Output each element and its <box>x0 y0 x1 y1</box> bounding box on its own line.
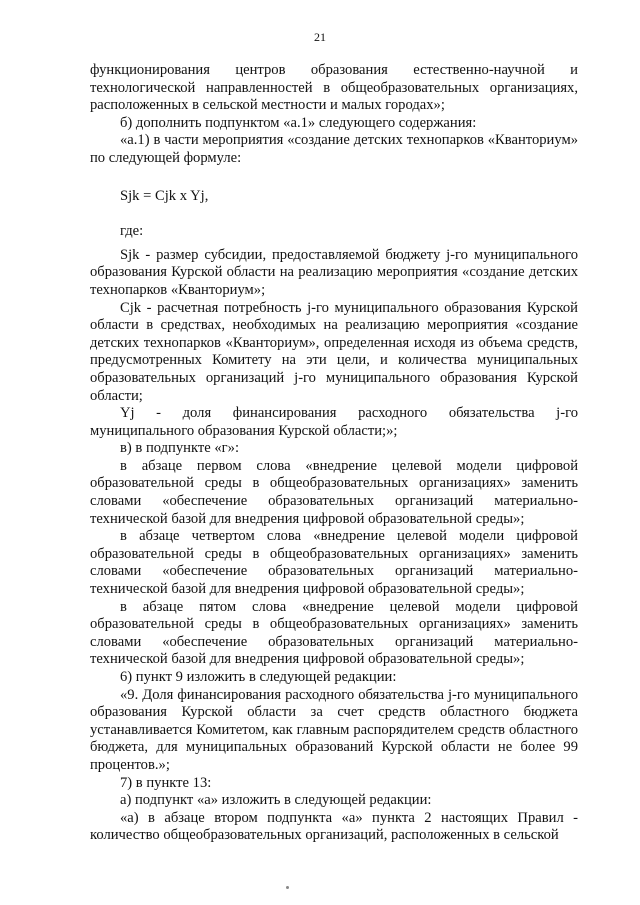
paragraph: а) подпункт «а» изложить в следующей редакции: <box>120 792 432 809</box>
paragraph: 7) в пункте 13: <box>120 774 212 791</box>
scan-speck <box>286 886 289 889</box>
paragraph: «а.1) в части мероприятия «создание детских технопарков «Кванториум» по следующей формуле: <box>90 132 578 166</box>
paragraph: б) дополнить подпунктом «а.1» следующего содержания: <box>120 114 477 131</box>
page-number: 21 <box>314 30 326 44</box>
paragraph: Yj - доля финансирования расходного обязательства j-го муниципального образования Курской области;»; <box>90 405 578 439</box>
paragraph: Cjk - расчетная потребность j-го муниципального образования Курской области в средствах, необходимых на реализацию мероприятия «создание детских технопарков «Кванториум», определенная исходя из объема средств, предусмотренных Комитету на эти цели, и количества муниципальных образовательных организаций j-го муниципального образования Курской области; <box>90 299 578 404</box>
paragraph: Sjk - размер субсидии, предоставляемой бюджету j-го муниципального образования Курской области на реализацию мероприятия «создание детских технопарков «Кванториум»; <box>90 246 578 298</box>
paragraph: в абзаце первом слова «внедрение целевой модели цифровой образовательной среды в общеобразовательных организациях» заменить словами «обеспечение образовательных организаций материально-технической базой для внедрения цифровой образовательной среды»; <box>90 457 578 527</box>
paragraph: в абзаце пятом слова «внедрение целевой модели цифровой образовательной среды в общеобразовательных организациях» заменить словами «обеспечение образовательных организаций материально-технической базой для внедрения цифровой образовательной среды»; <box>90 598 578 668</box>
paragraph: в) в подпункте «г»: <box>120 440 240 457</box>
paragraph: где: <box>120 223 144 240</box>
paragraph: функционирования центров образования естественно-научной и технологической направленностей в общеобразовательных организациях, расположенных в сельской местности и малых городах»; <box>90 62 578 114</box>
paragraph: «9. Доля финансирования расходного обязательства j-го муниципального образования Курской области за счет средств областного бюджета устанавливается Комитетом, как главным распорядителем средств областного бюджета, для муниципальных образований Курской области не более 99 процентов.»; <box>90 686 578 773</box>
document-body <box>90 62 578 845</box>
formula: Sjk = Cjk x Yj, <box>120 187 209 204</box>
paragraph: в абзаце четвертом слова «внедрение целевой модели цифровой образовательной среды в общеобразовательных организациях» заменить словами «обеспечение образовательных организаций материально-технической базой для внедрения цифровой образовательной среды»; <box>90 528 578 598</box>
paragraph: 6) пункт 9 изложить в следующей редакции: <box>120 669 397 685</box>
paragraph: «а) в абзаце втором подпункта «а» пункта 2 настоящих Правил - количество общеобразовательных организаций, расположенных в сельской <box>90 809 578 844</box>
